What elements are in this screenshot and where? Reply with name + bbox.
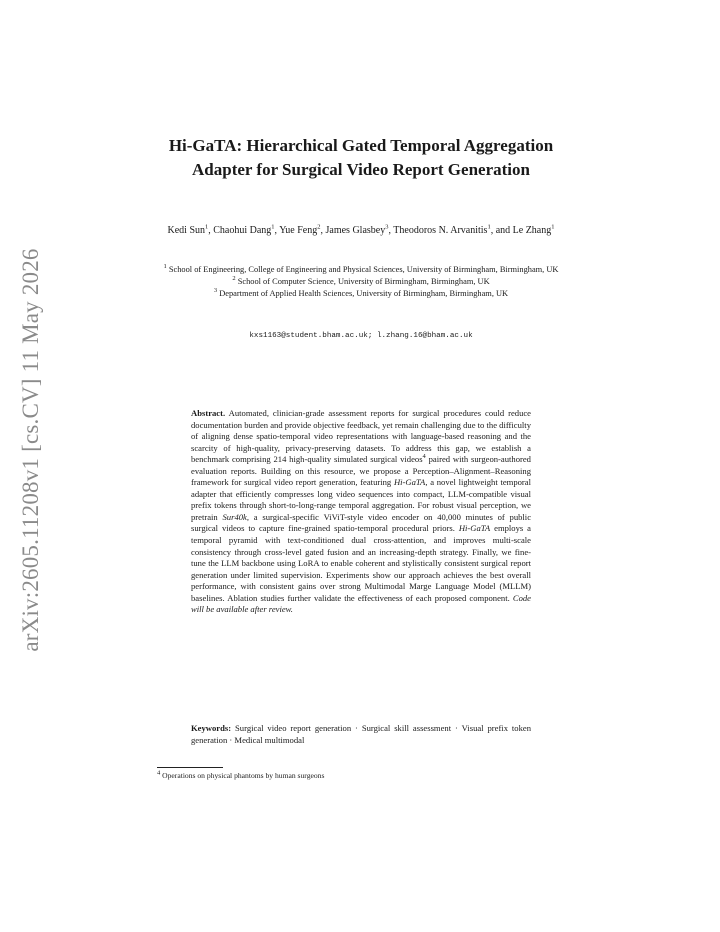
author-affiliation-mark: 1 bbox=[487, 223, 491, 231]
affiliation-number: 3 bbox=[213, 287, 218, 295]
footnote-text: Operations on physical phantoms by human surgeons bbox=[162, 771, 325, 780]
author-affiliation-mark: 3 bbox=[385, 223, 389, 231]
author-list: Kedi Sun$^1$, Chaohui Dang$^1$, Yue Feng$^2$, James Glasbey$^3$, Theodoros N. Arvanitis$^1$, and Le Zhang$^1$ bbox=[167, 223, 555, 236]
affiliation-list bbox=[155, 264, 567, 300]
abstract-text: employs a temporal pyramid with text-conditioned dual cross-attention, and improves multi-scale consistency through cross-level gated fusion and an increasing-depth strategy. Finally, we fine-tune the LLM backbone using LoRA to enable coherent and stylistically consistent surgical report generation under limited supervision. Experiments show our approach achieves the best overall performance, with consistent gains over strong Multimodal Marge Language Model (MLLM) baselines. Ablation studies further validate the effectiveness of each proposed component. bbox=[191, 523, 531, 603]
author-affiliation-mark: 2 bbox=[317, 223, 321, 231]
affiliation bbox=[155, 288, 567, 300]
code-availability-note: Code will be available after review. bbox=[191, 592, 531, 615]
author: James Glasbey bbox=[325, 225, 386, 236]
abstract-text: paired with surgeon-authored evaluation reports. Building on this resource, we propose a Perception–Alignment–Reasoning framework for surgical video report generation, featuring bbox=[191, 454, 531, 488]
keywords-text: Surgical video report generation · Surgical skill assessment · Visual prefix token generation · Medical multimodal bbox=[191, 723, 531, 745]
affiliation-text: School of Computer Science, University of Birmingham, Birmingham, UK bbox=[237, 277, 490, 286]
affiliation-text: Department of Applied Health Sciences, University of Birmingham, Birmingham, UK bbox=[219, 289, 509, 298]
keywords bbox=[191, 723, 531, 746]
affiliation-number: 2 bbox=[232, 275, 236, 283]
arxiv-identifier bbox=[8, 248, 54, 652]
author: Theodoros N. Arvanitis bbox=[393, 225, 488, 236]
encoder-name: Sur40k bbox=[222, 511, 247, 522]
footnote-mark: 4 bbox=[422, 453, 426, 461]
footnote-divider bbox=[157, 767, 223, 768]
arxiv-identifier-text: arXiv:2605.11208v1 [cs.CV] 11 May 2026 bbox=[18, 248, 43, 652]
author: Yue Feng bbox=[279, 225, 318, 236]
keywords-heading: Keywords: bbox=[191, 723, 232, 733]
contact-emails[interactable]: kxs1163@student.bham.ac.uk; l.zhang.16@bham.ac.uk bbox=[249, 332, 473, 340]
affiliation-number: 1 bbox=[163, 263, 167, 271]
model-name: Hi-GaTA bbox=[458, 523, 491, 534]
footnote-number: 4 bbox=[157, 769, 161, 777]
abstract-text: Automated, clinician-grade assessment reports for surgical procedures could reduce documentation burden and provide objective feedback, yet remain challenging due to the difficulty of aligning dense spatio-temporal video representations with language-based reasoning and the scarcity of high-quality, privacy-preserving datasets. To address this gap, we establish a benchmark comprising 214 high-quality simulated surgical videos bbox=[191, 408, 531, 465]
author: Chaohui Dang bbox=[213, 225, 272, 236]
affiliation bbox=[155, 276, 567, 288]
paper-title: Hi-GaTA: Hierarchical Gated Temporal Aggregation Adapter for Surgical Video Report Generation bbox=[168, 136, 554, 179]
author-affiliation-mark: 1 bbox=[271, 223, 275, 231]
affiliation-text: School of Engineering, College of Engineering and Physical Sciences, University of Birmingham, Birmingham, UK bbox=[168, 265, 559, 274]
abstract-heading: Abstract. bbox=[191, 408, 226, 418]
abstract-text: , a surgical-specific ViViT-style video encoder on 40,000 minutes of public surgical videos to capture fine-grained spatio-temporal procedural priors. bbox=[191, 511, 532, 534]
model-name: Hi-GaTA bbox=[393, 477, 426, 488]
author-affiliation-mark: 1 bbox=[205, 223, 209, 231]
affiliation bbox=[155, 264, 567, 276]
abstract-text: , a novel lightweight temporal adapter that efficiently compresses long video sequences into compact, LLM-compatible visual prefix tokens through short-to-long-range temporal aggregation. For robust visual perception, we pretrain bbox=[191, 477, 531, 522]
author: Kedi Sun bbox=[167, 225, 205, 236]
footnote bbox=[157, 771, 567, 781]
author: Le Zhang bbox=[512, 225, 552, 236]
abstract bbox=[191, 408, 531, 616]
author-affiliation-mark: 1 bbox=[551, 223, 555, 231]
